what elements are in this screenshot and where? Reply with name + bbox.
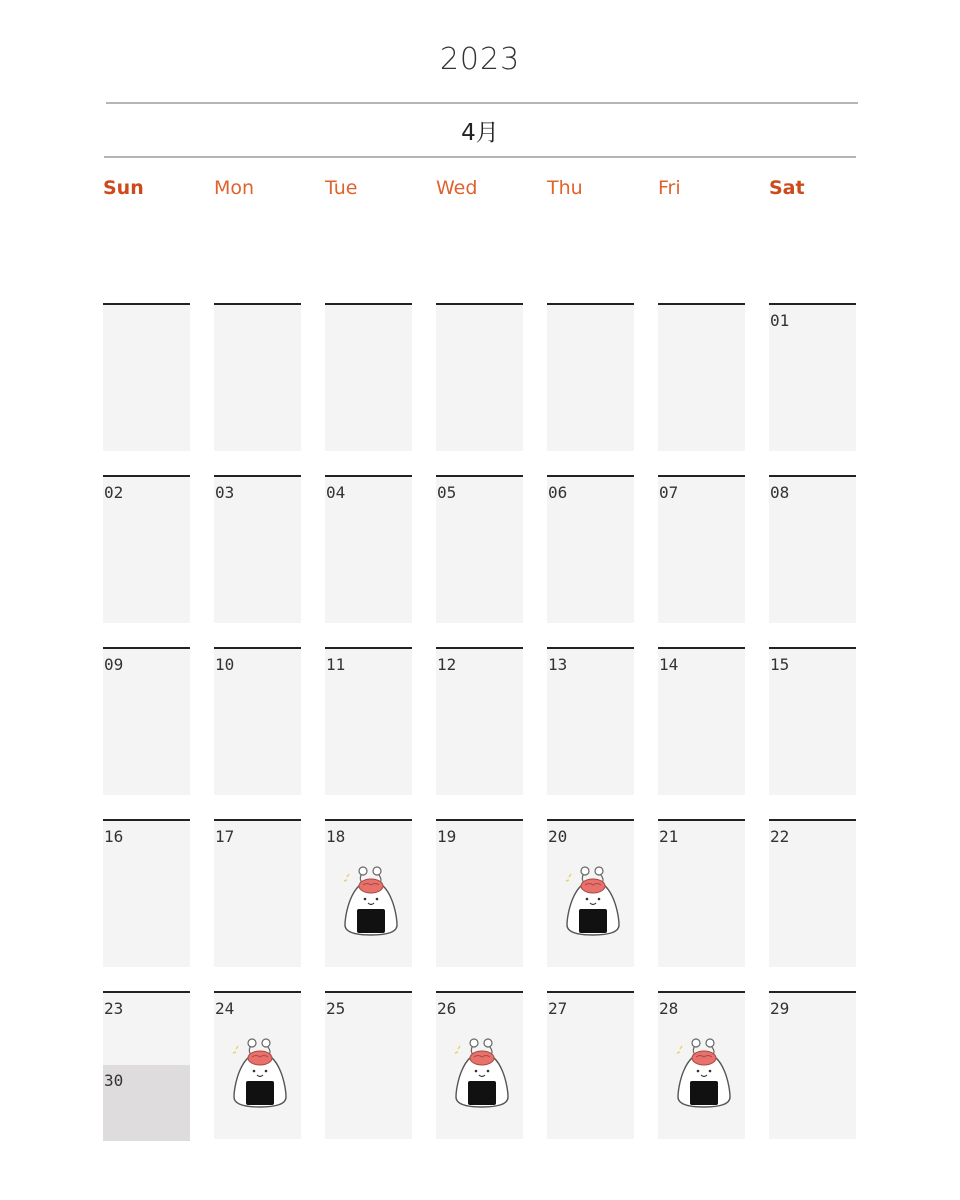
day-cell-28[interactable]: [658, 991, 745, 1139]
day-cell-11[interactable]: [325, 647, 412, 795]
day-cell-06[interactable]: [547, 475, 634, 623]
day-number: 17: [215, 827, 235, 846]
day-number: 07: [659, 483, 679, 502]
day-number: 12: [437, 655, 457, 674]
year-title: 2023: [439, 42, 521, 77]
day-cell-29[interactable]: [769, 991, 856, 1139]
day-number: 29: [770, 999, 790, 1018]
day-cell-07[interactable]: [658, 475, 745, 623]
empty-day-cell[interactable]: [103, 303, 190, 451]
weekday-tue: Tue: [325, 177, 358, 199]
onigiri-icon: [561, 865, 625, 937]
onigiri-icon: [228, 1037, 292, 1109]
day-cell-09[interactable]: [103, 647, 190, 795]
month-title: 4月: [461, 120, 499, 146]
day-cell-23[interactable]: [103, 991, 190, 1139]
empty-day-cell[interactable]: [214, 303, 301, 451]
day-cell-01[interactable]: [769, 303, 856, 451]
day-number: 10: [215, 655, 235, 674]
day-cell-16[interactable]: [103, 819, 190, 967]
day-number: 23: [104, 999, 124, 1018]
onigiri-icon: [450, 1037, 514, 1109]
day-number: 13: [548, 655, 568, 674]
day-cell-12[interactable]: [436, 647, 523, 795]
day-number: 16: [104, 827, 124, 846]
divider-bottom: [104, 156, 856, 158]
day-cell-08[interactable]: [769, 475, 856, 623]
day-number: 21: [659, 827, 679, 846]
day-number: 04: [326, 483, 346, 502]
day-number: 03: [215, 483, 235, 502]
day-number: 30: [104, 1071, 124, 1090]
day-number: 08: [770, 483, 790, 502]
empty-day-cell[interactable]: [547, 303, 634, 451]
day-cell-03[interactable]: [214, 475, 301, 623]
day-number: 02: [104, 483, 124, 502]
day-cell-15[interactable]: [769, 647, 856, 795]
day-cell-21[interactable]: [658, 819, 745, 967]
day-cell-10[interactable]: [214, 647, 301, 795]
day-number: 05: [437, 483, 457, 502]
day-number: 20: [548, 827, 568, 846]
day-number: 28: [659, 999, 679, 1018]
day-number: 22: [770, 827, 790, 846]
day-cell-02[interactable]: [103, 475, 190, 623]
weekday-fri: Fri: [658, 177, 681, 199]
day-number: 24: [215, 999, 235, 1018]
day-cell-14[interactable]: [658, 647, 745, 795]
weekday-wed: Wed: [436, 177, 478, 199]
day-number: 25: [326, 999, 346, 1018]
day-cell-04[interactable]: [325, 475, 412, 623]
day-cell-19[interactable]: [436, 819, 523, 967]
day-number: 14: [659, 655, 679, 674]
day-cell-20[interactable]: [547, 819, 634, 967]
day-cell-18[interactable]: [325, 819, 412, 967]
day-number: 01: [770, 311, 790, 330]
day-cell-05[interactable]: [436, 475, 523, 623]
day-cell-27[interactable]: [547, 991, 634, 1139]
day-number: 19: [437, 827, 457, 846]
day-number: 26: [437, 999, 457, 1018]
weekday-sun: Sun: [103, 177, 144, 199]
day-cell-24[interactable]: [214, 991, 301, 1139]
weekday-sat: Sat: [769, 177, 805, 199]
day-number: 18: [326, 827, 346, 846]
day-number: 15: [770, 655, 790, 674]
onigiri-icon: [672, 1037, 736, 1109]
empty-day-cell[interactable]: [658, 303, 745, 451]
onigiri-icon: [339, 865, 403, 937]
day-cell-30[interactable]: [103, 1065, 190, 1141]
weekday-mon: Mon: [214, 177, 255, 199]
day-number: 27: [548, 999, 568, 1018]
day-cell-17[interactable]: [214, 819, 301, 967]
day-cell-22[interactable]: [769, 819, 856, 967]
empty-day-cell[interactable]: [436, 303, 523, 451]
divider-top: [106, 102, 858, 104]
day-cell-25[interactable]: [325, 991, 412, 1139]
empty-day-cell[interactable]: [325, 303, 412, 451]
day-number: 09: [104, 655, 124, 674]
weekday-thu: Thu: [547, 177, 583, 199]
day-number: 11: [326, 655, 346, 674]
day-number: 06: [548, 483, 568, 502]
day-cell-26[interactable]: [436, 991, 523, 1139]
day-cell-13[interactable]: [547, 647, 634, 795]
